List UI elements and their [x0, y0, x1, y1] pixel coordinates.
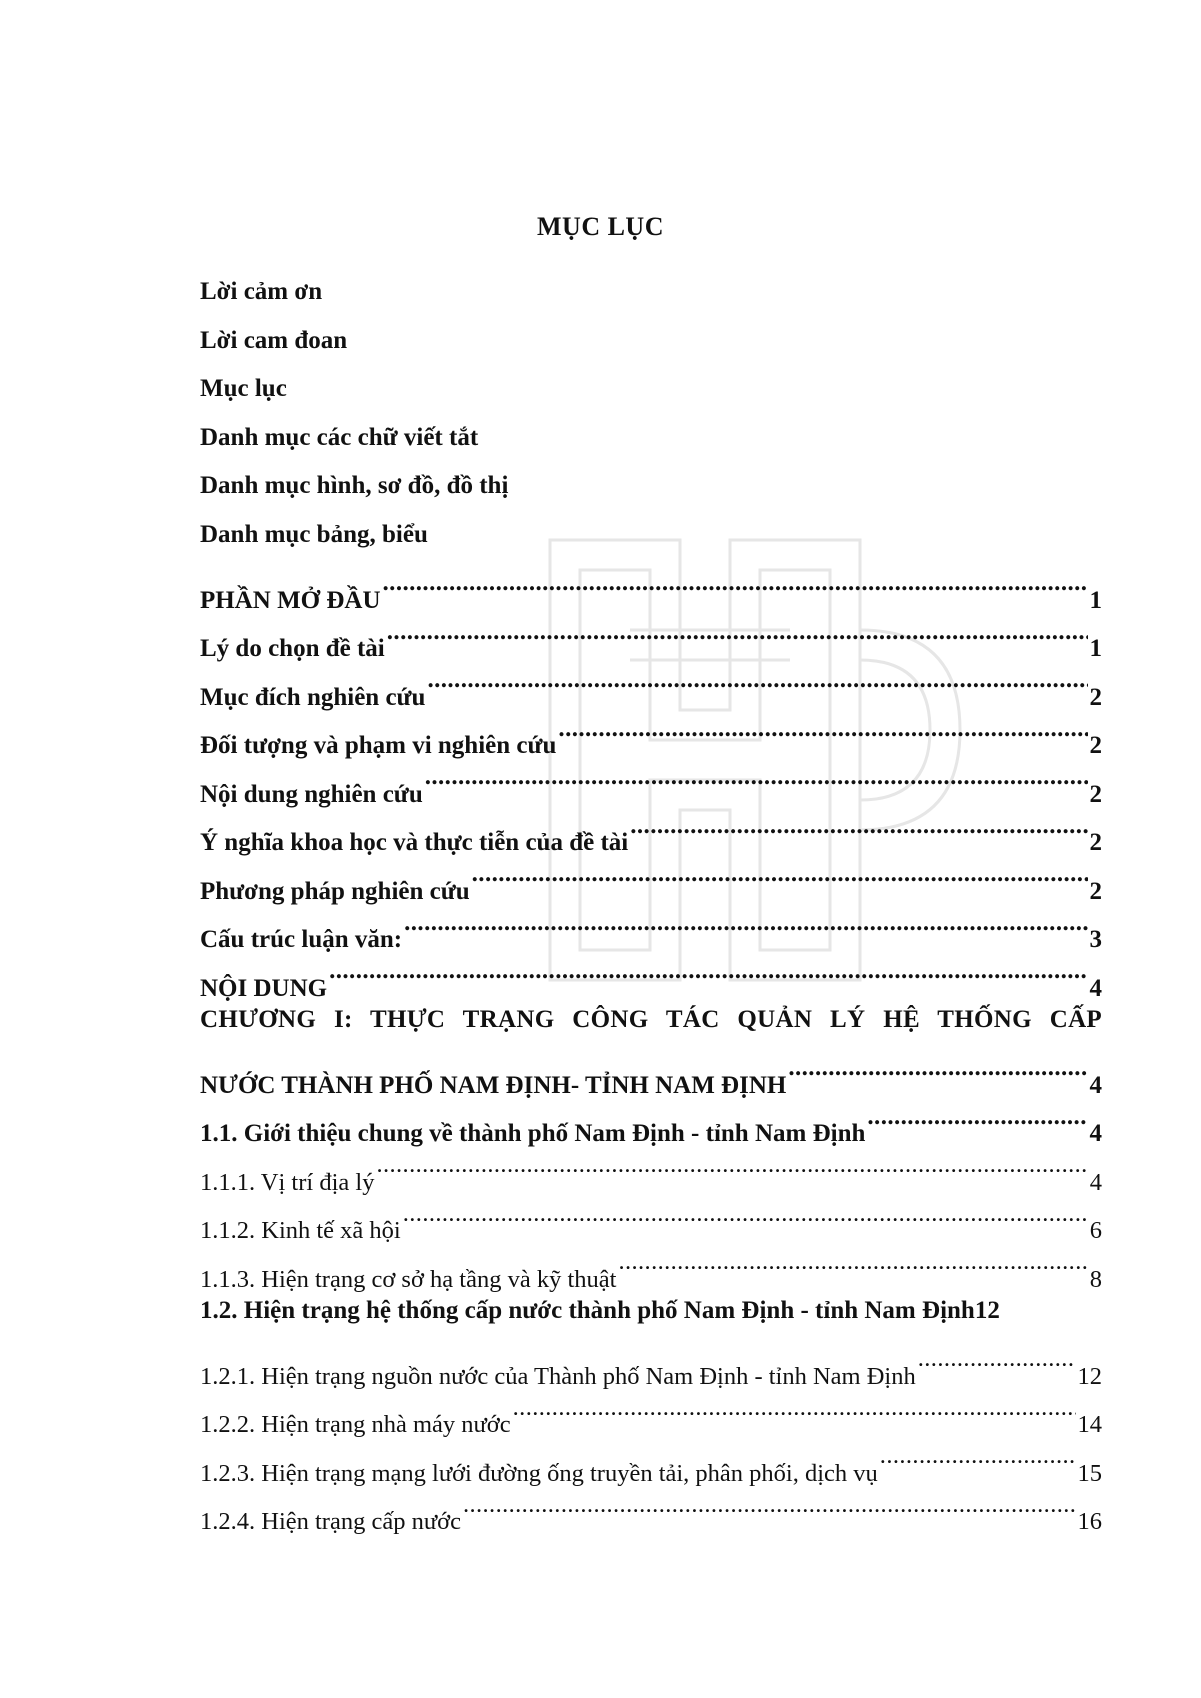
toc-entry-subsection[interactable]	[200, 1384, 1102, 1438]
toc-entry-section[interactable]	[200, 1093, 1102, 1147]
toc-page-number: 4	[1089, 1071, 1102, 1099]
toc-entry[interactable]	[200, 559, 1102, 614]
toc-page-number: 8	[1089, 1265, 1102, 1293]
toc-page-number: 2	[1089, 829, 1102, 856]
dot-leader	[404, 899, 1087, 948]
page-title: MỤC LỤC	[537, 212, 664, 241]
toc-entry-label: Cấu trúc luận văn:	[200, 926, 403, 953]
toc-entry-label: 1.1.1. Vị trí địa lý	[200, 1168, 375, 1196]
toc-page-number: 4	[1089, 1168, 1102, 1196]
toc-entry-label: 1.2.2. Hiện trạng nhà máy nước	[200, 1411, 511, 1438]
toc-entry[interactable]	[200, 947, 1102, 1002]
toc-entry-subsection[interactable]	[200, 1238, 1102, 1293]
toc-page-number: 1	[1089, 635, 1102, 662]
dot-leader	[558, 705, 1087, 754]
toc-entry-label: CHƯƠNG I: THỰC TRẠNG CÔNG TÁC QUẢN LÝ HỆ THỐNG CẤP	[200, 1005, 1102, 1033]
toc-page-number: 2	[1089, 732, 1102, 759]
toc-entry-subsection[interactable]	[200, 1141, 1102, 1196]
dot-leader	[425, 753, 1088, 802]
dot-leader	[880, 1432, 1076, 1481]
toc-entry[interactable]	[200, 414, 1102, 463]
toc-entry[interactable]	[200, 462, 1102, 511]
toc-page-number: 2	[1089, 780, 1102, 808]
toc-entry-label: 1.1. Giới thiệu chung về thành phố Nam Định - tỉnh Nam Định	[200, 1120, 866, 1147]
dot-leader	[403, 1190, 1088, 1239]
toc-entry[interactable]	[200, 365, 1102, 414]
toc-page-number: 3	[1089, 926, 1102, 953]
toc-entry[interactable]	[200, 268, 1102, 317]
toc-entry[interactable]	[200, 850, 1102, 905]
toc-page-number: 2	[1089, 877, 1102, 905]
toc-entry-label: Danh mục bảng, biểu	[200, 520, 428, 548]
dot-leader	[472, 850, 1088, 899]
toc-page-number: 2	[1089, 683, 1102, 711]
toc-entry-label: NỘI DUNG	[200, 974, 328, 1002]
toc-entry[interactable]	[200, 802, 1102, 856]
toc-entry-chapter[interactable]	[200, 996, 1102, 1045]
toc-entry-label: 1.1.3. Hiện trạng cơ sở hạ tầng và kỹ thuật	[200, 1265, 617, 1293]
dot-leader	[618, 1238, 1087, 1287]
dot-leader	[376, 1141, 1087, 1190]
dot-leader	[867, 1093, 1087, 1142]
toc-entry-label: Nội dung nghiên cứu	[200, 780, 423, 808]
dot-leader	[630, 802, 1087, 851]
toc-entry-label: Mục đích nghiên cứu	[200, 683, 426, 711]
dot-leader	[788, 1044, 1087, 1093]
toc-page-number: 16	[1077, 1508, 1102, 1535]
toc-page-number: 14	[1077, 1411, 1102, 1438]
toc-entry-subsection[interactable]	[200, 1481, 1102, 1535]
toc-entry-label: 1.2.3. Hiện trạng mạng lưới đường ống truyền tải, phân phối, dịch vụ	[200, 1459, 878, 1487]
toc-entry[interactable]	[200, 705, 1102, 759]
dot-leader	[463, 1481, 1076, 1530]
toc-entry-label: 1.1.2. Kinh tế xã hội	[200, 1217, 401, 1244]
dot-leader	[383, 559, 1088, 608]
toc-entry-label: Danh mục các chữ viết tắt	[200, 423, 479, 451]
table-of-contents	[200, 268, 1102, 1535]
toc-entry-label: NƯỚC THÀNH PHỐ NAM ĐỊNH- TỈNH NAM ĐỊNH	[200, 1071, 787, 1099]
toc-entry-label: Đối tượng và phạm vi nghiên cứu	[200, 732, 557, 759]
toc-entry-label: 1.2. Hiện trạng hệ thống cấp nước thành phố Nam Định - tỉnh Nam Định12	[200, 1296, 1000, 1324]
dot-leader	[329, 947, 1087, 996]
toc-entry-subsection[interactable]	[200, 1190, 1102, 1244]
toc-page-number: 12	[1077, 1362, 1102, 1390]
toc-entry-label: Danh mục hình, sơ đồ, đồ thị	[200, 472, 509, 499]
dot-leader	[918, 1335, 1076, 1384]
toc-entry-label: Lời cảm ơn	[200, 278, 323, 305]
toc-page-number: 6	[1089, 1217, 1102, 1244]
toc-entry[interactable]	[200, 511, 1102, 560]
dot-leader	[387, 608, 1088, 657]
toc-entry-label: Lý do chọn đề tài	[200, 635, 385, 662]
toc-entry[interactable]	[200, 656, 1102, 711]
toc-entry-subsection[interactable]	[200, 1432, 1102, 1487]
toc-entry-chapter-continued[interactable]	[200, 1044, 1102, 1099]
toc-page-number: 4	[1089, 1120, 1102, 1147]
toc-page-number: 15	[1077, 1459, 1102, 1487]
toc-entry-label: 1.2.1. Hiện trạng nguồn nước của Thành phố Nam Định - tỉnh Nam Định	[200, 1362, 916, 1390]
dot-leader	[513, 1384, 1076, 1433]
toc-entry-label: Phương pháp nghiên cứu	[200, 877, 470, 905]
toc-entry[interactable]	[200, 317, 1102, 366]
toc-entry-label: Lời cam đoan	[200, 326, 348, 354]
toc-entry-label: PHẦN MỞ ĐẦU	[200, 586, 381, 614]
toc-entry[interactable]	[200, 899, 1102, 953]
toc-entry-section[interactable]	[200, 1287, 1102, 1336]
toc-entry-subsection[interactable]	[200, 1335, 1102, 1390]
toc-entry-label: Mục lục	[200, 375, 287, 402]
toc-entry-label: Ý nghĩa khoa học và thực tiễn của đề tài	[200, 829, 629, 856]
toc-entry-label: 1.2.4. Hiện trạng cấp nước	[200, 1508, 461, 1535]
dot-leader	[427, 656, 1087, 705]
toc-page-number: 1	[1089, 586, 1102, 614]
toc-page-number: 4	[1089, 974, 1102, 1002]
toc-entry[interactable]	[200, 608, 1102, 662]
toc-entry[interactable]	[200, 753, 1102, 808]
